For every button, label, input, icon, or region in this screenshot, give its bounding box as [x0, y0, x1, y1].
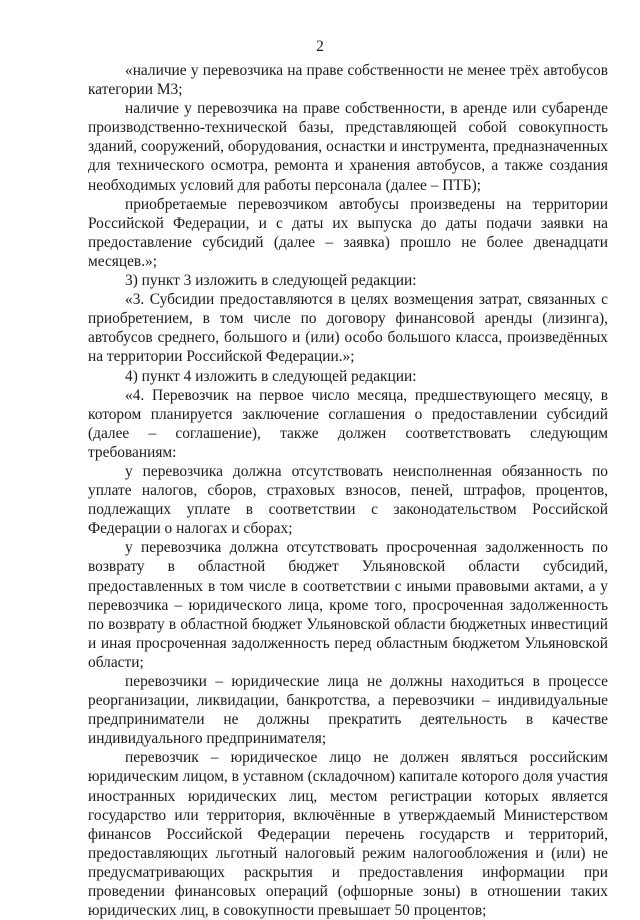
paragraph-10: перевозчики – юридические лица не должны находиться в процессе реорганизации, ликвидации, банкротства, а перевозчики – индивидуальные предприниматели не должны прекратить деятельность в качестве индивидуального предпринимателя;	[88, 673, 608, 748]
document-body	[88, 61, 608, 920]
paragraph-9: у перевозчика должна отсутствовать просроченная задолженность по возврату в областной бюджет Ульяновской области субсидий, предоставленных в том числе в соответствии с иными правовыми актами, а у перевозчика – юридического лица, кроме того, просроченная задолженность по возврату в областной бюджет Ульяновской области бюджетных инвестиций и иная просроченная задолженность перед областным бюджетом Ульяновской области;	[88, 539, 608, 671]
paragraph-4: 3) пункт 3 изложить в следующей редакции:	[125, 272, 417, 290]
paragraph-11: перевозчик – юридическое лицо не должен являться российским юридическим лицом, в уставном (складочном) капитале которого доля участия иностранных юридических лиц, местом регистрации которых является государство или территория, включённые в утверждаемый Министерством финансов Российской Федерации перечень государств и территорий, предоставляющих льготный налоговый режим налогообложения и (или) не предусматривающих раскрытия и предоставления информации при проведении финансовых операций (офшорные зоны) в отношении таких юридических лиц, в совокупности превышает 50 процентов;	[88, 749, 608, 920]
paragraph-5: «3. Субсидии предоставляются в целях возмещения затрат, связанных с приобретением, в том числе по договору финансовой аренды (лизинга), автобусов среднего, большого и (или) особо большого класса, произведённых на территории Российской Федерации.»;	[88, 291, 608, 366]
paragraph-7: «4. Перевозчик на первое число месяца, предшествующего месяцу, в котором планируется заключение соглашения о предоставлении субсидий (далее – соглашение), также должен соответствовать следующим требованиям:	[88, 386, 608, 461]
paragraph-8: у перевозчика должна отсутствовать неисполненная обязанность по уплате налогов, сборов, страховых взносов, пеней, штрафов, процентов, подлежащих уплате в соответствии с законодательством Российской Федерации о налогах и сборах;	[88, 462, 608, 538]
paragraph-2: наличие у перевозчика на праве собственности, в аренде или субаренде производственно-технической базы, представляющей собой совокупность зданий, сооружений, оборудования, оснастки и инструмента, предназначенных для технического осмотра, ремонта и хранения автобусов, а также создания необходимых условий для работы персонала (далее – ПТБ);	[88, 100, 608, 194]
paragraph-6: 4) пункт 4 изложить в следующей редакции:	[125, 367, 417, 385]
paragraph-1: «наличие у перевозчика на праве собственности не менее трёх автобусов категории М3;	[88, 62, 608, 99]
paragraph-3: приобретаемые перевозчиком автобусы произведены на территории Российской Федерации, и с даты их выпуска до даты подачи заявки на предоставление субсидий (далее – заявка) прошло не более двенадцати месяцев.»;	[88, 195, 608, 270]
page-number: 2	[316, 38, 324, 55]
